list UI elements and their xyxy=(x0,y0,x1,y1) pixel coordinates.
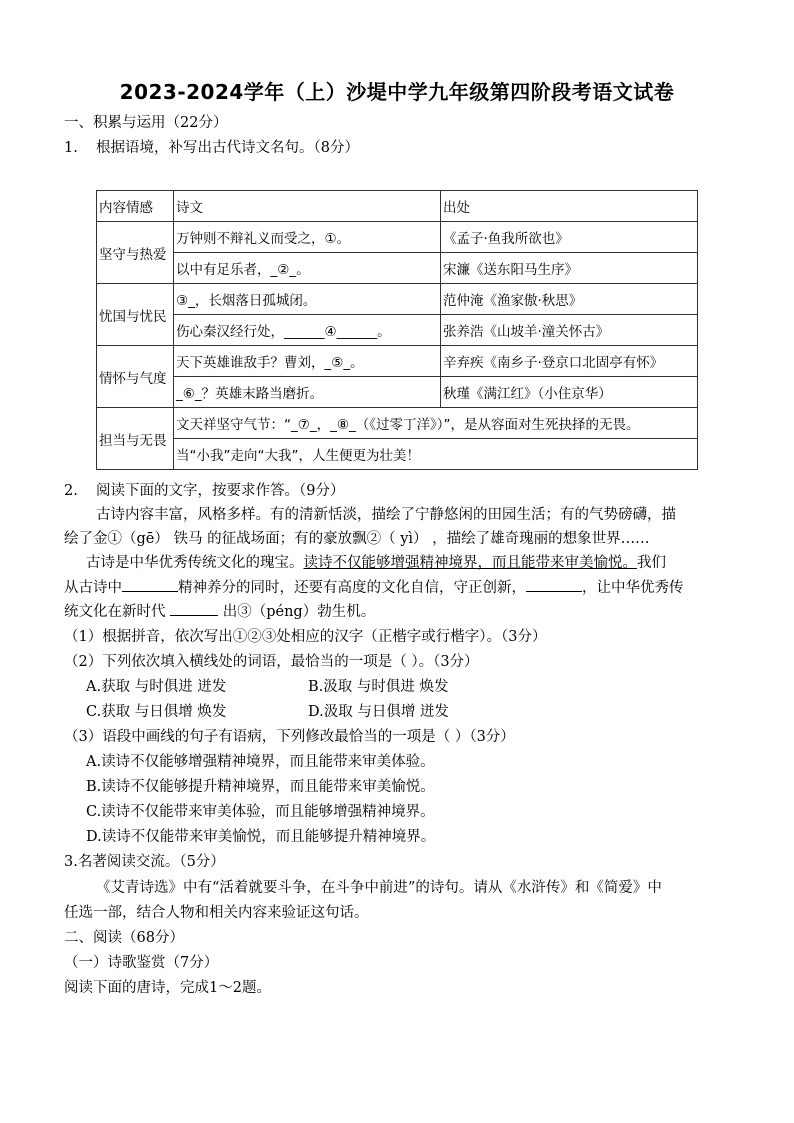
option-b: B.读诗不仅能够提升精神境界，而且能带来审美愉悦。 xyxy=(86,779,435,795)
passage-line: 绘了金①（gē） 铁马 的征战场面；有的豪放飘②（ yì） ，描绘了雄奇瑰丽的想象世界…… xyxy=(64,531,650,547)
q3-line: 《艾青诗选》中有“活着就要斗争，在斗争中前进”的诗句。请从《水浒传》和《简爱》中 xyxy=(96,880,662,896)
option-a: A.读诗不仅能够增强精神境界，而且能带来审美体验。 xyxy=(86,754,435,770)
table-row xyxy=(97,222,698,253)
merged-text-cell: 文天祥坚守气节：“_⑦_，_⑧_（《过零丁洋》）”，是从容面对生死抉择的无畏。 xyxy=(174,408,698,439)
q2-number: 2. xyxy=(64,483,78,499)
exam-title: 2023-2024学年（上）沙堤中学九年级第四阶段考语文试卷 xyxy=(119,80,675,104)
option-a: A.获取 与时俱进 迸发 xyxy=(86,679,227,695)
poem-cell: 万钟则不辩礼义而受之，①。 xyxy=(174,222,441,253)
q2-prompt: 阅读下面的文字，按要求作答。（9分） xyxy=(96,483,345,499)
option-b: B.汲取 与时俱进 焕发 xyxy=(308,679,449,695)
passage-text: 精神养分的同时，还要有高度的文化自信，守正创新， xyxy=(178,580,526,596)
poem-cell: 天下英雄谁敌手？曹刘，_⑤_。 xyxy=(174,346,441,377)
passage-line: 古诗内容丰富，风格多样。有的清新恬淡，描绘了宁静悠闲的田园生活；有的气势磅礴，描 xyxy=(96,507,676,523)
q1-number: 1. xyxy=(64,140,78,156)
table-row xyxy=(97,408,698,439)
category-cell: 情怀与气度 xyxy=(97,346,174,408)
fill-blank xyxy=(122,577,178,592)
header-category: 内容情感 xyxy=(97,191,174,222)
table-row xyxy=(97,315,698,346)
fill-blank xyxy=(526,577,582,592)
source-cell: 秋瑾《满江红》（小住京华） xyxy=(441,377,698,408)
section-1-heading: 一、积累与运用（22分） xyxy=(64,115,228,131)
poem-cell: ③_，长烟落日孤城闭。 xyxy=(174,284,441,315)
source-cell: 宋濂《送东阳马生序》 xyxy=(441,253,698,284)
q1-prompt: 根据语境，补写出古代诗文名句。（8分） xyxy=(96,140,359,156)
table-row xyxy=(97,284,698,315)
option-c: C.读诗不仅能带来审美体验，而且能够增强精神境界。 xyxy=(86,804,435,820)
table-row xyxy=(97,253,698,284)
header-source: 出处 xyxy=(441,191,698,222)
passage-text: 出③（péng）勃生机。 xyxy=(218,604,376,620)
category-cell: 坚守与热爱 xyxy=(97,222,174,284)
q3-line: 任选一部，结合人物和相关内容来验证这句话。 xyxy=(64,905,369,921)
passage-line xyxy=(86,553,666,573)
source-cell: 张养浩《山坡羊·潼关怀古》 xyxy=(441,315,698,346)
q2-sub3: （3）语段中画线的句子有语病，下列修改最恰当的一项是（ ）（3分） xyxy=(64,729,515,745)
passage-text: 统文化在新时代 xyxy=(64,604,171,620)
passage-line xyxy=(64,601,375,622)
passage-text: 我们 xyxy=(637,555,666,571)
reading-instruction: 阅读下面的唐诗，完成1～2题。 xyxy=(64,980,271,996)
option-d: D.汲取 与日俱增 迸发 xyxy=(308,704,449,720)
section-2-heading: 二、阅读（68分） xyxy=(64,930,184,946)
category-cell: 担当与无畏 xyxy=(97,408,174,470)
underlined-sentence: 读诗不仅能够增强精神境界，而且能带来审美愉悦。 xyxy=(303,555,637,571)
q3-title: 3.名著阅读交流。（5分） xyxy=(64,854,225,870)
passage-line xyxy=(64,577,684,598)
poem-cell: _⑥_？英雄末路当磨折。 xyxy=(174,377,441,408)
source-cell: 辛弃疾《南乡子·登京口北固亭有怀》 xyxy=(441,346,698,377)
merged-text-cell: 当“小我”走向“大我”，人生便更为壮美！ xyxy=(174,439,698,470)
q2-sub1: （1）根据拼音，依次写出①②③处相应的汉字（正楷字或行楷字）。（3分） xyxy=(64,629,547,645)
poetry-table xyxy=(96,190,698,470)
source-cell: 《孟子·鱼我所欲也》 xyxy=(441,222,698,253)
table-row xyxy=(97,439,698,470)
source-cell: 范仲淹《渔家傲·秋思》 xyxy=(441,284,698,315)
category-cell: 忧国与忧民 xyxy=(97,284,174,346)
option-c: C.获取 与日俱增 焕发 xyxy=(86,704,227,720)
table-header-row xyxy=(97,191,698,222)
passage-text: 从古诗中 xyxy=(64,580,122,596)
poem-cell: 伤心秦汉经行处，______④______。 xyxy=(174,315,441,346)
table-row xyxy=(97,346,698,377)
poem-cell: 以中有足乐者，_②_。 xyxy=(174,253,441,284)
passage-text: ，让中华优秀传 xyxy=(582,580,684,596)
fill-blank xyxy=(170,601,218,616)
passage-text: 古诗是中华优秀传统文化的瑰宝。 xyxy=(86,555,304,571)
table-row xyxy=(97,377,698,408)
option-d: D.读诗不仅能带来审美愉悦，而且能够提升精神境界。 xyxy=(86,829,436,845)
poetry-section-heading: （一）诗歌鉴赏（7分） xyxy=(64,955,219,971)
q2-sub2: （2）下列依次填入横线处的词语，最恰当的一项是（ ）。（3分） xyxy=(64,654,479,670)
header-poem: 诗文 xyxy=(174,191,441,222)
